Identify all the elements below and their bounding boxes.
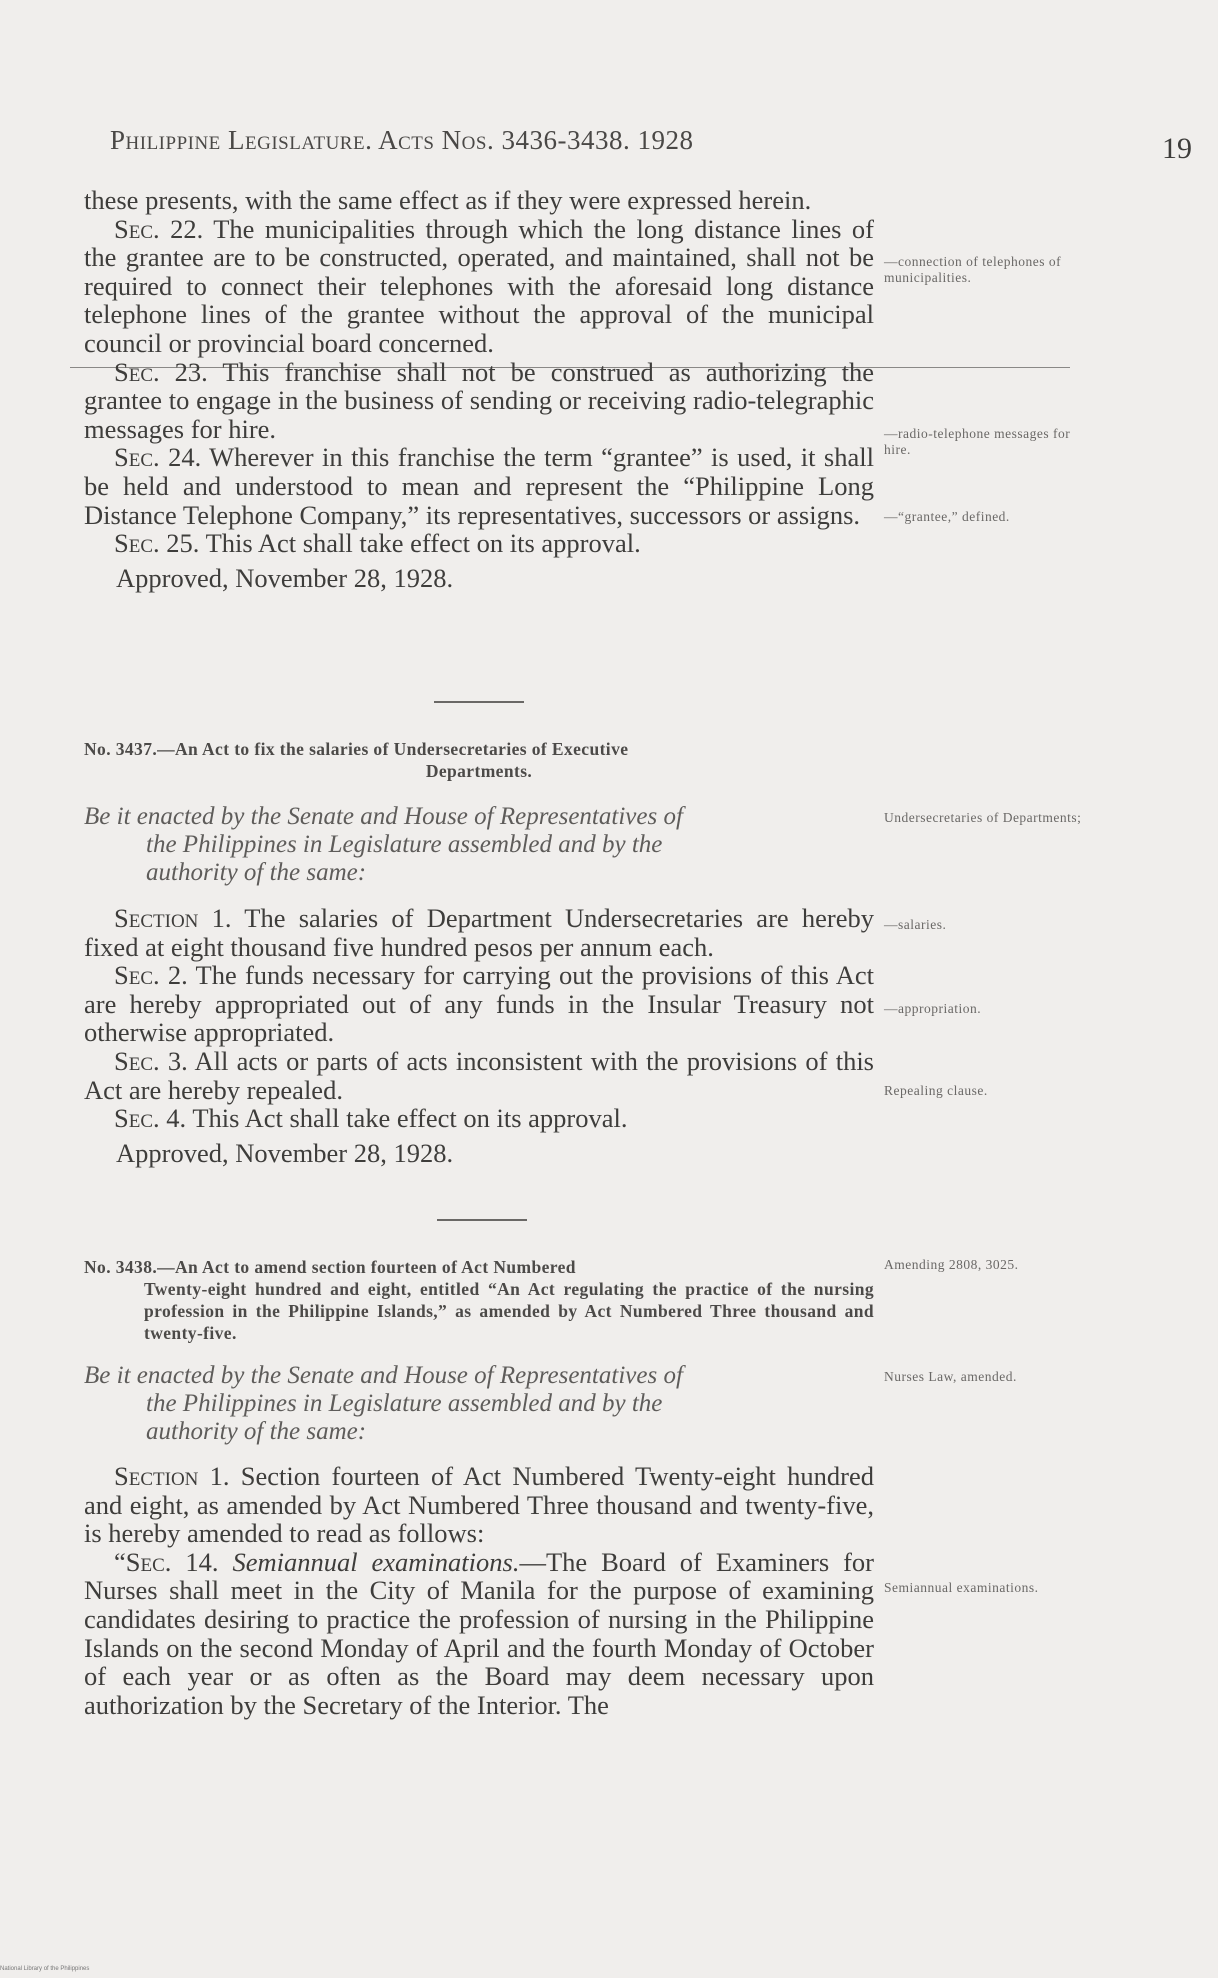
section-25 xyxy=(84,529,874,558)
section-text: This Act shall take effect on its approval. xyxy=(205,528,641,559)
section-divider xyxy=(434,701,524,703)
title-line: Twenty-eight hundred and eight, entitled “An Act regulating the practice of the nursing profession in the Philippine Islands,” as amended by Act Numbered Three thousand and twenty-five. xyxy=(144,1279,874,1343)
enacting-clause xyxy=(84,1362,874,1446)
enact-line: the Philippines in Legislature assembled and by the xyxy=(146,831,663,858)
section-24 xyxy=(84,443,874,529)
enacting-clause xyxy=(84,803,874,887)
section-text: This franchise shall not be construed as authorizing the grantee to engage in the business of sending or receiving radio-telegraphic messages for hire. xyxy=(84,356,874,444)
title-line: No. 3438.—An Act to amend section fourteen of Act Numbered xyxy=(84,1257,576,1277)
margin-note: Nurses Law, amended. xyxy=(884,1369,1017,1384)
section-23 xyxy=(84,358,874,444)
section-label: Sec. 24. xyxy=(114,442,202,473)
section-divider xyxy=(437,1219,527,1221)
margin-note: Amending 2808, 3025. xyxy=(884,1257,1019,1272)
enact-line: authority of the same: xyxy=(146,1418,367,1445)
paragraph-continuation: these presents, with the same effect as if they were expressed herein. xyxy=(84,185,812,215)
section-text: The municipalities through which the long distance lines of the grantee are to be constructed, operated, and maintained, shall not be required to connect their telephones with the aforesaid long distance telephone lines of the grantee without the approval of the municipal council or provincial board concerned. xyxy=(84,213,874,358)
running-head: Philippine Legislature. Acts Nos. 3436-3438. 1928 xyxy=(110,125,694,155)
enact-line: authority of the same: xyxy=(146,859,367,886)
section-label: Sec. 22. xyxy=(114,213,204,244)
title-line: No. 3437.—An Act to fix the salaries of Undersecretaries of Executive xyxy=(84,739,629,759)
margin-note: Repealing clause. xyxy=(884,1083,988,1098)
enact-line: the Philippines in Legislature assembled and by the xyxy=(146,1390,663,1417)
section-label: Sec. 23. xyxy=(114,356,208,387)
section-2 xyxy=(84,961,874,1047)
section-label: Section 1. xyxy=(114,1461,230,1491)
margin-note: —connection of telephones of municipalities. xyxy=(884,254,1062,285)
section-label: Section 1. xyxy=(114,903,232,933)
act-3437-title xyxy=(84,738,874,782)
approval-date: Approved, November 28, 1928. xyxy=(116,1137,454,1168)
section-1 xyxy=(84,1462,874,1548)
enact-line: Be it enacted by the Senate and House of Representatives of xyxy=(84,803,683,830)
section-label: Sec. 25. xyxy=(114,528,200,559)
section-1 xyxy=(84,904,874,961)
act-3438-text xyxy=(84,1462,874,1719)
section-text: Wherever in this franchise the term “grantee” is used, it shall be held and understood to mean and represent the “Philippine Long Distance Telephone Company,” its representatives, successors or assigns. xyxy=(84,442,874,530)
section-text: Section fourteen of Act Numbered Twenty-eight hundred and eight, as amended by Act Numbered Three thousand and twenty-five, is hereby amended to read as follows: xyxy=(84,1461,874,1549)
approval-date: Approved, November 28, 1928. xyxy=(116,562,454,593)
section-text: This Act shall take effect on its approval. xyxy=(192,1103,628,1134)
margin-note: —radio-telephone messages for hire. xyxy=(884,426,1071,457)
margin-note: —salaries. xyxy=(884,917,947,932)
section-text: All acts or parts of acts inconsistent with the provisions of this Act are hereby repealed. xyxy=(84,1045,874,1105)
page-number: 19 xyxy=(1162,132,1192,165)
act-3438-title xyxy=(84,1256,874,1344)
title-line: Departments. xyxy=(425,761,533,781)
section-heading: Semiannual examinations. xyxy=(232,1546,520,1577)
margin-note: Semiannual examinations. xyxy=(884,1580,1039,1595)
section-label: “Sec. 14. xyxy=(114,1546,219,1577)
section-label: Sec. 2. xyxy=(114,960,188,991)
margin-note: —“grantee,” defined. xyxy=(884,509,1010,524)
footer-credit: National Library of the Philippines xyxy=(0,1966,90,1972)
section-label: Sec. 3. xyxy=(114,1045,188,1076)
margin-note: —appropriation. xyxy=(884,1001,982,1016)
section-text: The salaries of Department Undersecretaries are hereby fixed at eight thousand five hundred pesos per annum each. xyxy=(84,903,874,962)
act-3436-text xyxy=(84,186,874,592)
section-text: The funds necessary for carrying out the provisions of this Act are hereby appropriated out of any funds in the Insular Treasury not otherwise appropriated. xyxy=(84,960,874,1048)
section-text: —The Board of Examiners for Nurses shall meet in the City of Manila for the purpose of examining candidates desiring to practice the profession of nursing in the Philippine Islands on the second Monday of April and the fourth Monday of October of each year or as often as the Board may deem necessary upon authorization by the Secretary of the Interior. The xyxy=(84,1546,875,1720)
section-22 xyxy=(84,215,874,358)
section-3 xyxy=(84,1047,874,1104)
margin-note: Undersecretaries of Departments; xyxy=(884,810,1082,825)
act-3437-text xyxy=(84,904,874,1167)
section-14 xyxy=(84,1548,874,1720)
enact-line: Be it enacted by the Senate and House of Representatives of xyxy=(84,1362,683,1389)
section-label: Sec. 4. xyxy=(114,1103,187,1134)
section-4 xyxy=(84,1104,874,1133)
